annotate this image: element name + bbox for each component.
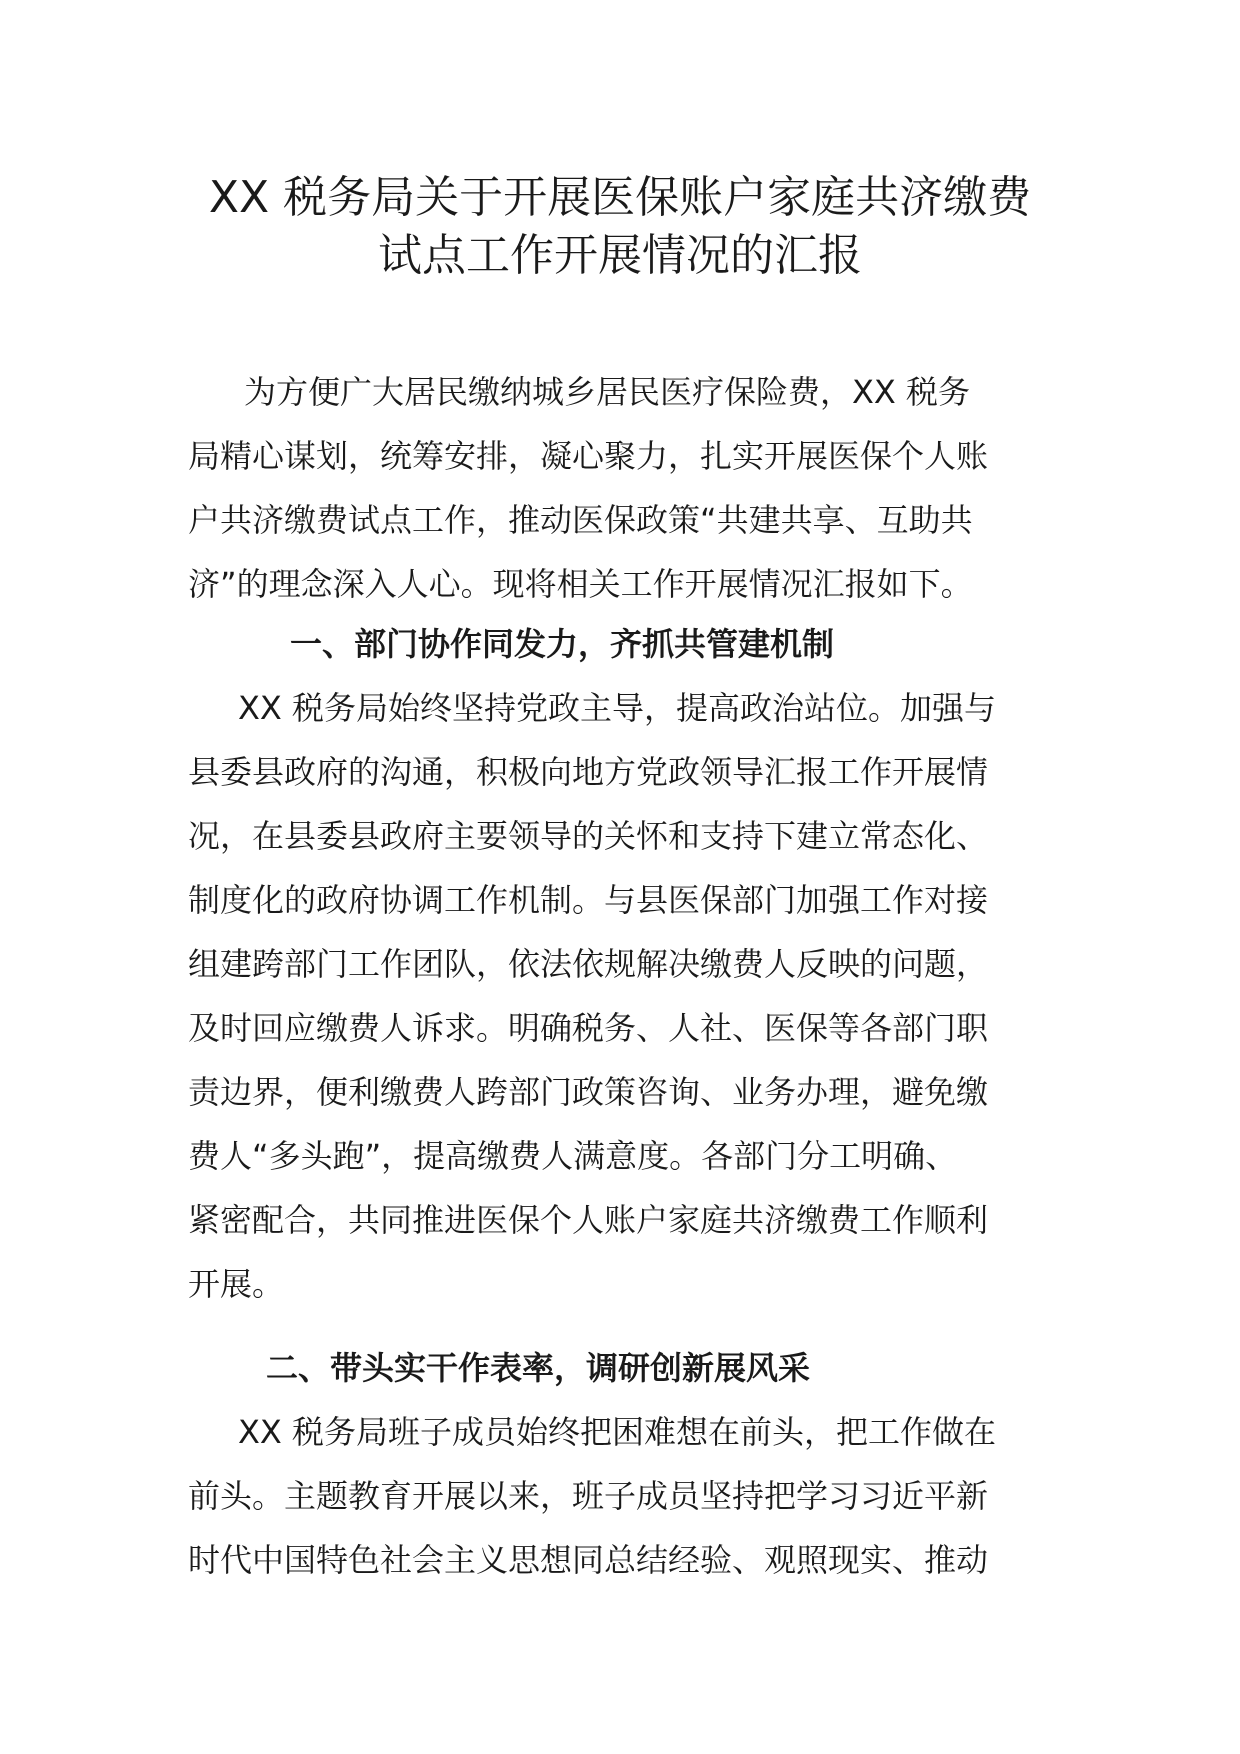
- document-title-line-1: XX 税务局关于开展医保账户家庭共济缴费: [208, 172, 1032, 223]
- paragraph-intro: [188, 360, 1068, 616]
- paragraph-section-2: [188, 1400, 1068, 1592]
- paragraph-line: 济”的理念深入人心。现将相关工作开展情况汇报如下。: [188, 565, 973, 603]
- paragraph-line: XX 税务局班子成员始终把困难想在前头，把工作做在: [238, 1413, 997, 1451]
- paragraph-line: 局精心谋划，统筹安排，凝心聚力，扎实开展医保个人账: [188, 437, 989, 475]
- paragraph-line: 制度化的政府协调工作机制。与县医保部门加强工作对接: [188, 881, 989, 919]
- paragraph-line: 县委县政府的沟通，积极向地方党政领导汇报工作开展情: [188, 753, 989, 791]
- paragraph-line: 责边界，便利缴费人跨部门政策咨询、业务办理，避免缴: [188, 1073, 989, 1111]
- document-title-line-2: 试点工作开展情况的汇报: [378, 230, 862, 281]
- paragraph-line: 况，在县委县政府主要领导的关怀和支持下建立常态化、: [188, 817, 989, 855]
- paragraph-line: 户共济缴费试点工作，推动医保政策“共建共享、互助共: [188, 501, 973, 539]
- paragraph-line: 为方便广大居民缴纳城乡居民医疗保险费，XX 税务: [244, 373, 971, 411]
- paragraph-line: XX 税务局始终坚持党政主导，提高政治站位。加强与: [238, 689, 997, 727]
- section-heading-1: 一、部门协作同发力，齐抓共管建机制: [290, 625, 835, 663]
- paragraph-line: 前头。主题教育开展以来，班子成员坚持把学习习近平新: [188, 1477, 989, 1515]
- paragraph-section-1: [188, 676, 1068, 1316]
- paragraph-line: 及时回应缴费人诉求。明确税务、人社、医保等各部门职: [188, 1009, 989, 1047]
- paragraph-line: 时代中国特色社会主义思想同总结经验、观照现实、推动: [188, 1541, 989, 1579]
- section-heading-2: 二、带头实干作表率，调研创新展风采: [266, 1349, 811, 1387]
- paragraph-line: 费人“多头跑”，提高缴费人满意度。各部门分工明确、: [188, 1137, 958, 1175]
- paragraph-line: 开展。: [188, 1265, 285, 1303]
- paragraph-line: 组建跨部门工作团队，依法依规解决缴费人反映的问题，: [188, 945, 989, 983]
- paragraph-line: 紧密配合，共同推进医保个人账户家庭共济缴费工作顺利: [188, 1201, 989, 1239]
